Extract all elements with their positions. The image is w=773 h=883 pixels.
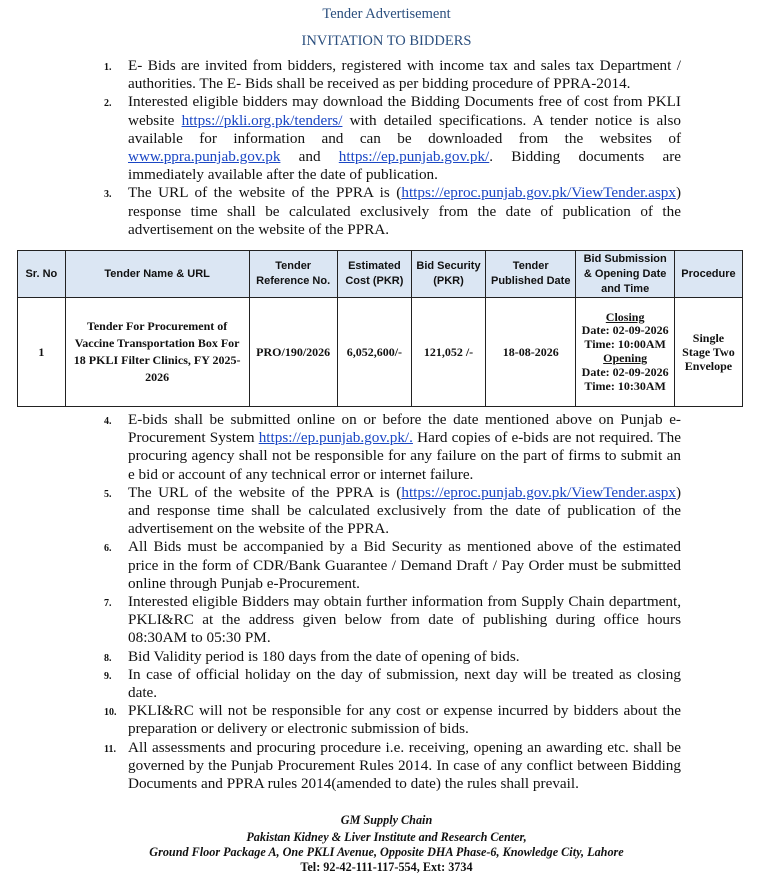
item-text: The URL of the website of the PPRA is (: [128, 483, 402, 501]
item-number: 2.: [104, 98, 112, 110]
cell-bid-schedule: [576, 298, 674, 407]
closing-date: Date: 02-09-2026: [581, 323, 669, 338]
item-number: 10.: [104, 707, 117, 719]
col-header-procedure: Procedure: [674, 251, 742, 298]
instructions-list-top: [0, 57, 773, 239]
col-header-security: Bid Security (PKR): [411, 251, 485, 298]
item-number: 9.: [104, 670, 112, 682]
item-text: and: [280, 148, 339, 166]
cell-procedure: Single Stage Two Envelope: [674, 298, 742, 407]
ppra-website-link[interactable]: www.ppra.punjab.gov.pk: [128, 148, 281, 166]
item-number: 8.: [104, 652, 112, 664]
instruction-item: [0, 57, 773, 93]
ppra-viewtender-link[interactable]: https://eproc.punjab.gov.pk/ViewTender.aspx: [401, 184, 676, 202]
cell-bid-security: 121,052 /-: [411, 298, 485, 407]
item-number: 11.: [104, 743, 116, 755]
tender-table: [17, 250, 743, 407]
instruction-item: [0, 484, 773, 539]
item-text: The URL of the website of the PPRA is (: [128, 184, 402, 202]
footer-institute-name: Pakistan Kidney & Liver Institute and Research Center,: [246, 830, 527, 844]
item-text: ) and response time shall be calculated exclusively from the date of publication of the advertisement on the website of the PPRA.: [128, 483, 681, 538]
instruction-item: [0, 666, 773, 702]
instruction-item: [0, 411, 773, 484]
instruction-item: [0, 538, 773, 593]
opening-time: Time: 10:30AM: [584, 378, 666, 393]
item-number: 1.: [104, 62, 112, 73]
opening-date: Date: 02-09-2026: [581, 364, 669, 379]
item-text: PKLI&RC will not be responsible for any cost or expense incurred by bidders about the preparation or delivery or electronic submission of bids.: [128, 702, 681, 738]
instruction-item: [0, 184, 773, 239]
footer-contact-title: GM Supply Chain: [340, 813, 433, 827]
footer-telephone: Tel: 92-42-111-117-554, Ext: 3734: [300, 860, 473, 874]
item-text: Interested eligible Bidders may obtain further information from Supply Chain department, PKLI&RC at the address given below from date of publishing during office hours 08:30AM to 05:30 PM.: [128, 593, 681, 647]
item-number: 5.: [104, 488, 112, 500]
table-header-row: [18, 251, 743, 298]
closing-time: Time: 10:00AM: [584, 337, 666, 352]
item-number: 7.: [104, 598, 112, 610]
pkli-tenders-link[interactable]: https://pkli.org.pk/tenders/: [181, 111, 343, 129]
cell-tender-name: Tender For Procurement of Vaccine Transportation Box For 18 PKLI Filter Clinics, FY 2025-2026: [65, 298, 249, 407]
closing-label: Closing: [605, 309, 645, 324]
instructions-list-bottom: [0, 411, 773, 793]
col-header-bid: Bid Submission & Opening Date and Time: [576, 251, 674, 298]
item-text: ) response time shall be calculated exclusively from the date of publication of the advertisement on the website of the PPRA.: [128, 184, 681, 238]
table-row: [18, 298, 743, 407]
item-text: Interested eligible bidders may download the Bidding Documents free of cost from PKLI website: [128, 93, 681, 129]
item-number: 4.: [104, 416, 112, 427]
col-header-sr: Sr. No: [18, 251, 66, 298]
page-title: Tender Advertisement: [322, 6, 451, 22]
instruction-item: [0, 739, 773, 794]
col-header-ref: Tender Reference No.: [249, 251, 337, 298]
item-text: Bid Validity period is 180 days from the date of opening of bids.: [128, 647, 520, 665]
item-text: with detailed specifications. A tender notice is also available for information and can be downloaded from the websites of: [128, 111, 681, 147]
instruction-item: [0, 593, 773, 648]
ppra-viewtender-link[interactable]: https://eproc.punjab.gov.pk/ViewTender.aspx: [401, 483, 676, 501]
item-text: E-bids shall be submitted online on or before the date mentioned above on Punjab e-Procurement System: [128, 411, 681, 447]
item-text: Hard copies of e-bids are not required. The procuring agency shall not be responsible for any failure on the part of firms to submit an e bid or account of any technical error or internet failure.: [128, 429, 681, 483]
col-header-published: Tender Published Date: [486, 251, 576, 298]
instruction-item: [0, 702, 773, 738]
instruction-item: [0, 648, 773, 666]
cell-published-date: 18-08-2026: [486, 298, 576, 407]
instruction-item: [0, 93, 773, 184]
item-number: 3.: [104, 189, 112, 201]
item-text: All assessments and procuring procedure i.e. receiving, opening an awarding etc. shall be governed by the Punjab Procurement Rules 2014. In case of any conflict between Bidding Documents and PPRA rules 2014(amended to date) the rules shall prevail.: [128, 738, 681, 793]
cell-sr: 1: [18, 298, 66, 407]
cell-estimated-cost: 6,052,600/-: [337, 298, 411, 407]
cell-reference: PRO/190/2026: [249, 298, 337, 407]
page-subtitle: INVITATION TO BIDDERS: [301, 33, 472, 49]
opening-label: Opening: [603, 351, 648, 365]
col-header-name: Tender Name & URL: [65, 251, 249, 298]
item-text: In case of official holiday on the day of submission, next day will be treated as closing date.: [128, 665, 681, 702]
ep-punjab-link[interactable]: https://ep.punjab.gov.pk/.: [258, 429, 413, 447]
item-text: . Bidding documents are immediately available after the date of publication.: [128, 148, 681, 184]
ep-punjab-link[interactable]: https://ep.punjab.gov.pk/: [338, 148, 490, 166]
item-text: All Bids must be accompanied by a Bid Security as mentioned above of the estimated price in the form of CDR/Bank Guarantee / Demand Draft / Pay Order must be submitted online through Punjab e-Procurement.: [128, 538, 681, 592]
item-number: 6.: [104, 543, 112, 555]
item-text: E- Bids are invited from bidders, registered with income tax and sales tax Department / authorities. The E- Bids shall be received as per bidding procedure of PPRA-2014.: [128, 57, 681, 93]
footer-address: Ground Floor Package A, One PKLI Avenue, Opposite DHA Phase-6, Knowledge City, Lahore: [149, 845, 624, 859]
col-header-cost: Estimated Cost (PKR): [337, 251, 411, 298]
